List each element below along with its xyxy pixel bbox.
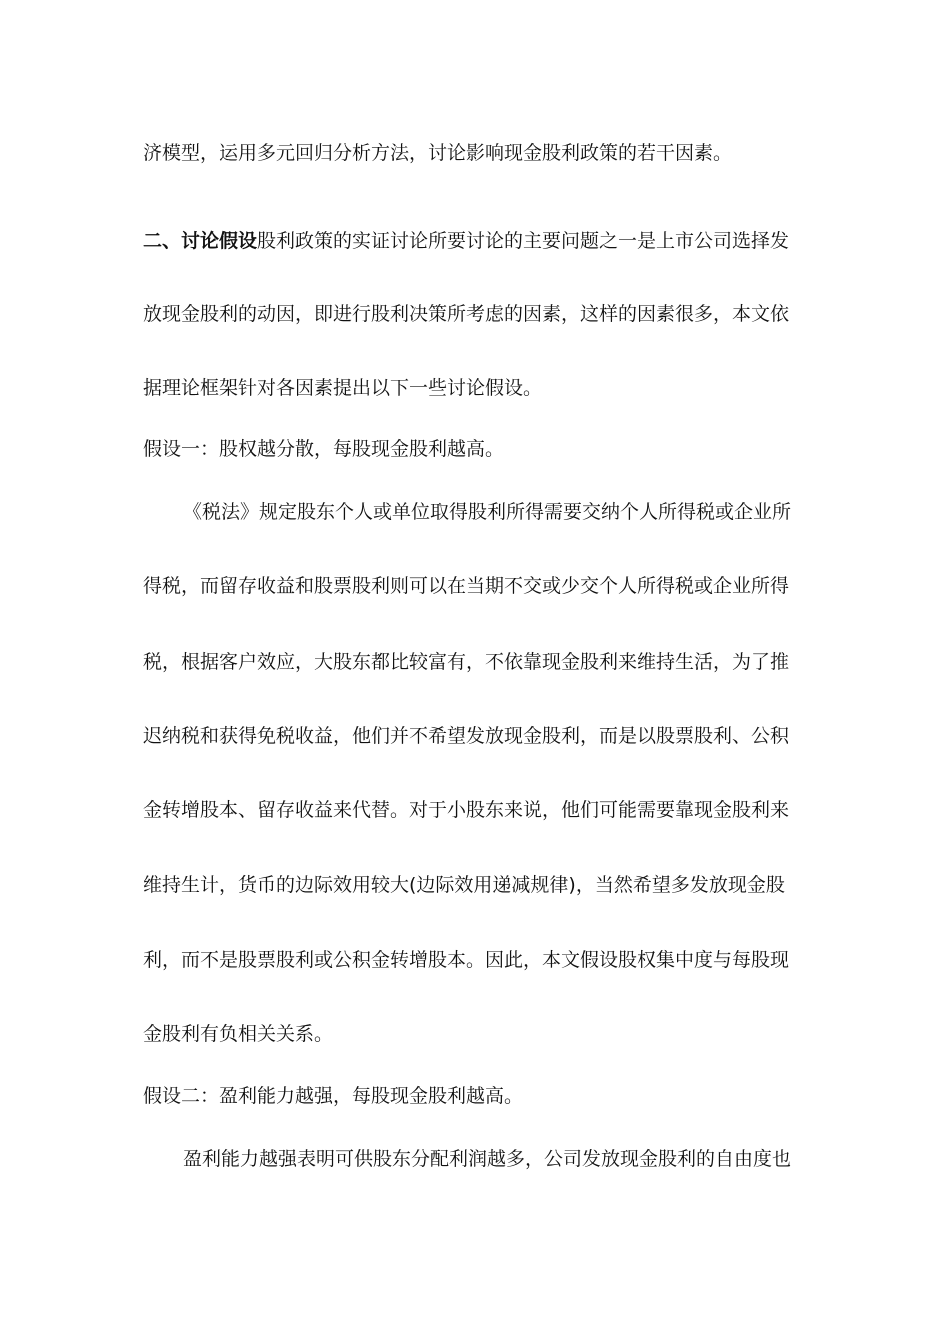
text-line: 放现金股利的动因，即进行股利决策所考虑的因素，这样的因素很多，本文依 [143, 303, 790, 325]
text-line: 金转增股本、留存收益来代替。对于小股东来说，他们可能需要靠现金股利来 [143, 799, 790, 821]
text-line: 迟纳税和获得免税收益，他们并不希望发放现金股利，而是以股票股利、公积 [143, 725, 790, 747]
text-line: 据理论框架针对各因素提出以下一些讨论假设。 [143, 377, 543, 399]
hypothesis-line: 假设一：股权越分散，每股现金股利越高。 [143, 438, 505, 460]
text-line [143, 229, 789, 253]
text-line: 《税法》规定股东个人或单位取得股利所得需要交纳个人所得税或企业所 [183, 501, 792, 523]
text-line: 金股利有负相关关系。 [143, 1023, 334, 1045]
text-line: 税，根据客户效应，大股东都比较富有，不依靠现金股利来维持生活，为了推 [143, 651, 790, 673]
text-line: 维持生计，货币的边际效用较大(边际效用递减规律)，当然希望多发放现金股 [143, 874, 785, 896]
text-line: 济模型，运用多元回归分析方法，讨论影响现金股利政策的若干因素。 [143, 142, 733, 164]
text-span: 股利政策的实证讨论所要讨论的主要问题之一是上市公司选择发 [257, 230, 790, 252]
hypothesis-line: 假设二：盈利能力越强，每股现金股利越高。 [143, 1085, 524, 1107]
text-line: 盈利能力越强表明可供股东分配利润越多，公司发放现金股利的自由度也 [183, 1148, 792, 1170]
text-line: 得税，而留存收益和股票股利则可以在当期不交或少交个人所得税或企业所得 [143, 575, 790, 597]
text-line: 利，而不是股票股利或公积金转增股本。因此，本文假设股权集中度与每股现 [143, 949, 790, 971]
section-heading: 二、讨论假设 [143, 230, 258, 252]
